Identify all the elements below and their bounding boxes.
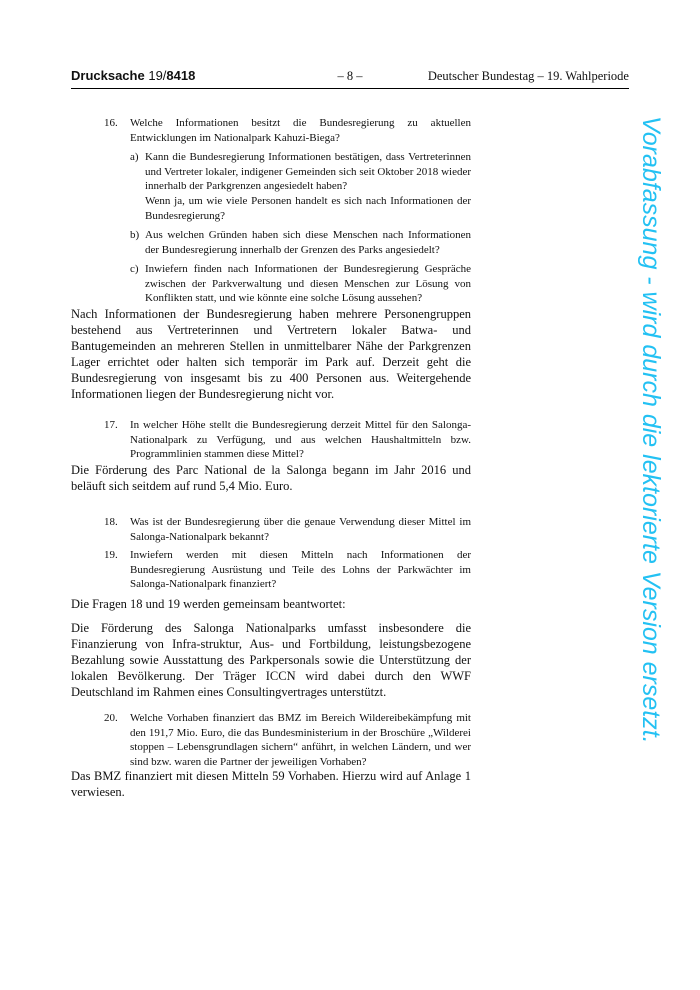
draft-watermark: Vorabfassung - wird durch die lektorierte Version ersetzt.	[637, 116, 665, 744]
answer-20: Das BMZ finanziert mit diesen Mitteln 59 Vorhaben. Hierzu wird auf Anlage 1 verwiesen.	[71, 769, 471, 799]
question-16a-text: Kann die Bundesregierung Informationen bestätigen, dass Vertreterinnen und Vertreter lokaler, indigener Gemeinden sich seit Oktober 2018 wieder innerhalb der Parkgrenzen angesiedelt haben?	[145, 151, 471, 192]
question-16-number: 16.	[104, 117, 118, 129]
question-16c-letter: c)	[130, 263, 139, 275]
answer-18-19-intro: Die Fragen 18 und 19 werden gemeinsam beantwortet:	[71, 597, 346, 611]
answer-18-19: Die Förderung des Salonga Nationalparks umfasst insbesondere die Finanzierung von Infra-struktur, Aus- und Fortbildung, leistungsbezogene Bezahlung sowie Ausstattung des Parkpersonals sowie die Unterstützung der lokalen Bevölkerung. Der Träger ICCN wird dabei durch den WWF Deutschland im Rahmen eines Consultingvertrages unterstützt.	[71, 621, 471, 699]
answer-16: Nach Informationen der Bundesregierung haben mehrere Personengruppen bestehend aus Vertreterinnen und Vertretern lokaler Batwa- und Bantugemeinden an mehreren Stellen in unmittelbarer Nähe der Parkgrenzen Lager errichtet oder halten sich temporär im Park auf. Derzeit geht die Bundesregierung von insgesamt bis zu 400 Personen aus. Weitergehende Informationen liegen der Bundesregierung nicht vor.	[71, 307, 471, 401]
question-19-number: 19.	[104, 549, 118, 561]
question-17-number: 17.	[104, 419, 118, 431]
question-16b-text: Aus welchen Gründen haben sich diese Menschen nach Informationen der Bundesregierung innerhalb der Grenzen des Parks angesiedelt?	[145, 229, 471, 256]
doc-series: 19/	[148, 68, 167, 83]
question-17-text: In welcher Höhe stellt die Bundesregierung derzeit Mittel für den Salonga-Nationalpark zu Verfügung, und aus welchen Haushaltmitteln bzw. Programmlinien stammen diese Mittel?	[130, 419, 471, 460]
doc-label-text: Drucksache	[71, 68, 145, 83]
header-parliament-label: Deutscher Bundestag – 19. Wahlperiode	[427, 69, 629, 83]
question-20-number: 20.	[104, 712, 118, 724]
question-18-number: 18.	[104, 516, 118, 528]
question-16a-letter: a)	[130, 151, 139, 163]
question-19-text: Inwiefern werden mit diesen Mitteln nach Informationen der Bundesregierung Ausrüstung und Teile des Lohns der Parkwächter im Salonga-Nationalpark finanziert?	[130, 549, 471, 590]
question-20-text: Welche Vorhaben finanziert das BMZ im Bereich Wildereibekämpfung mit den 191,7 Mio. Euro, die das Bundesministerium in der Broschüre „Wilderei stoppen – Lebensgrundlagen sichern“ anführt, in welchen Ländern, und wer sind bzw. waren die Partner der jeweiligen Vorhaben?	[130, 712, 471, 768]
doc-number: 8418	[166, 68, 196, 83]
question-18-text: Was ist der Bundesregierung über die genaue Verwendung dieser Mittel im Salonga-Nationalpark bekannt?	[130, 516, 471, 543]
question-16-text: Welche Informationen besitzt die Bundesregierung zu aktuellen Entwicklungen im Nationalpark Kahuzi-Biega?	[130, 117, 471, 144]
question-16c-text: Inwiefern finden nach Informationen der Bundesregierung Gespräche zwischen der Parkverwaltung und diesen Menschen zur Lösung von Konflikten statt, und wie könnte eine solche Lösung aussehen?	[145, 263, 471, 304]
question-16b-letter: b)	[130, 229, 140, 241]
page-number: – 8 –	[337, 69, 363, 83]
page-header	[71, 68, 629, 89]
question-16a-followup: Wenn ja, um wie viele Personen handelt es sich nach Informationen der Bundesregierung?	[145, 195, 471, 222]
answer-17: Die Förderung des Parc National de la Salonga begann im Jahr 2016 und beläuft sich seitdem auf rund 5,4 Mio. Euro.	[71, 463, 471, 493]
